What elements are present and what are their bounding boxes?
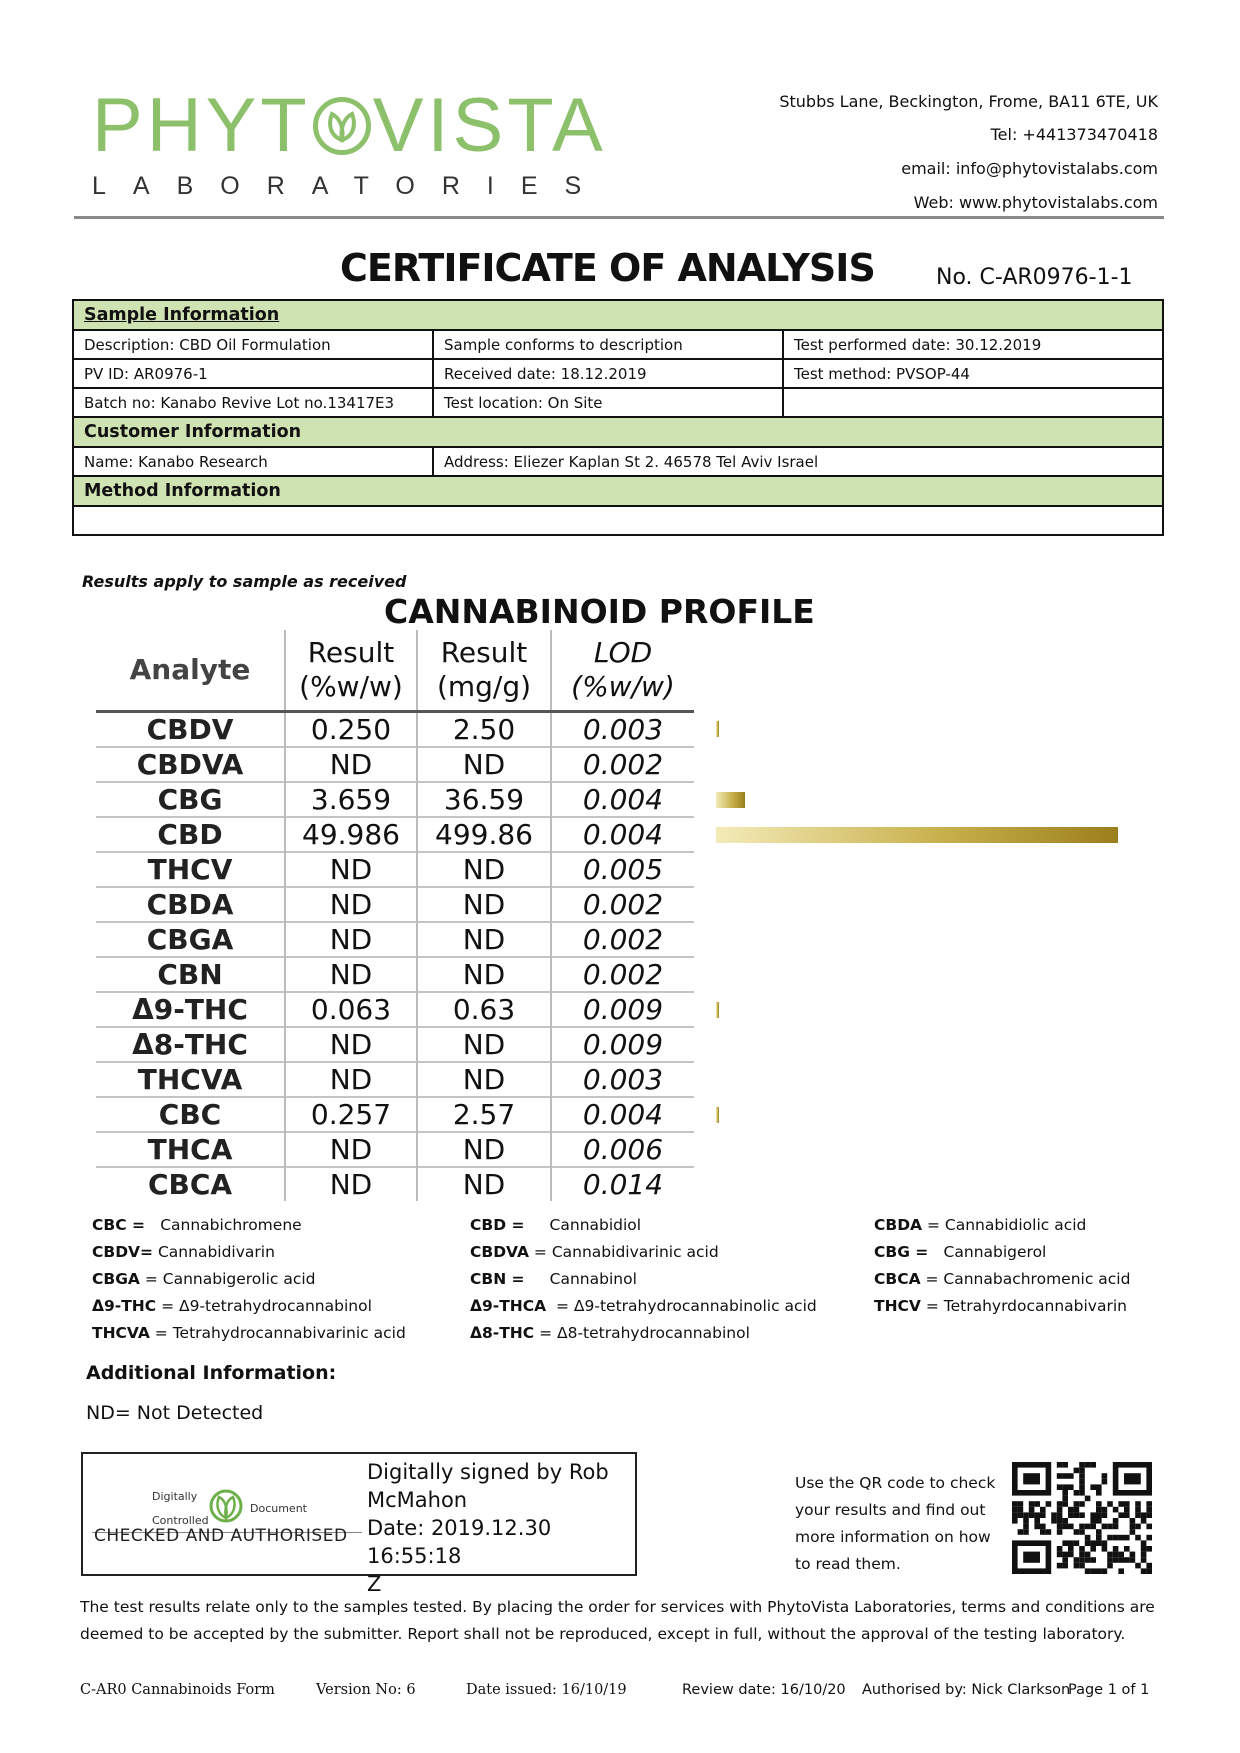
leaf-logo-icon <box>313 97 371 155</box>
pv-id: PV ID: AR0976-1 <box>73 359 433 388</box>
batch-no: Batch no: Kanabo Revive Lot no.13417E3 <box>73 388 433 417</box>
analyte-name: CBD <box>96 817 285 852</box>
profile-title: CANNABINOID PROFILE <box>384 592 815 631</box>
lod-value: 0.002 <box>551 887 694 922</box>
sample-info-table <box>72 299 1164 536</box>
test-date: Test performed date: 30.12.2019 <box>783 330 1163 359</box>
result-bar <box>716 1107 719 1123</box>
result-pct: ND <box>285 922 417 957</box>
lod-value: 0.002 <box>551 922 694 957</box>
abbreviation-item: Δ9-THC = Δ9-tetrahydrocannabinol <box>92 1297 372 1315</box>
result-pct: 0.257 <box>285 1097 417 1132</box>
analyte-name: CBDA <box>96 887 285 922</box>
method-info-heading: Method Information <box>73 476 1163 506</box>
lod-value: 0.003 <box>551 712 694 748</box>
result-mg: 499.86 <box>417 817 551 852</box>
result-mg: 2.57 <box>417 1097 551 1132</box>
table-row <box>96 992 694 1027</box>
date-issued: Date issued: 16/10/19 <box>466 1682 627 1698</box>
table-row <box>96 1167 694 1201</box>
table-row <box>96 782 694 817</box>
stamp-document: Document <box>250 1502 307 1515</box>
lod-value: 0.009 <box>551 992 694 1027</box>
logo-word-left: PHYT <box>92 83 311 168</box>
abbreviations-col-2 <box>470 1212 817 1347</box>
nd-note: ND= Not Detected <box>86 1402 264 1424</box>
result-pct: 0.250 <box>285 712 417 748</box>
customer-info-heading: Customer Information <box>73 417 1163 447</box>
lod-value: 0.009 <box>551 1027 694 1062</box>
result-bar <box>716 827 1118 843</box>
contact-web[interactable]: Web: www.phytovistalabs.com <box>913 193 1158 212</box>
cannabinoid-table <box>96 630 694 1201</box>
abbreviations-col-3 <box>874 1212 1130 1320</box>
lod-value: 0.004 <box>551 782 694 817</box>
page-title: CERTIFICATE OF ANALYSIS <box>340 246 875 290</box>
digital-signature: Digitally signed by Rob McMahon Date: 2019.12.30 16:55:18 Z <box>367 1460 609 1596</box>
header-analyte: Analyte <box>96 630 285 712</box>
test-method: Test method: PVSOP-44 <box>783 359 1163 388</box>
result-mg: ND <box>417 1132 551 1167</box>
page-number: Page 1 of 1 <box>1068 1682 1150 1698</box>
additional-info-heading: Additional Information: <box>86 1362 337 1384</box>
customer-address: Address: Eliezer Kaplan St 2. 46578 Tel Aviv Israel <box>433 447 1163 476</box>
results-note: Results apply to sample as received <box>82 572 407 591</box>
abbreviation-item: CBG = Cannabigerol <box>874 1243 1047 1261</box>
result-pct: ND <box>285 852 417 887</box>
result-pct: 3.659 <box>285 782 417 817</box>
header-lod: LOD (%w/w) <box>551 630 694 712</box>
logo-word-right: VISTA <box>372 83 607 168</box>
method-info-body <box>73 506 1163 535</box>
sample-description: Description: CBD Oil Formulation <box>73 330 433 359</box>
result-pct: ND <box>285 1027 417 1062</box>
result-mg: 0.63 <box>417 992 551 1027</box>
abbreviation-item: CBDA = Cannabidiolic acid <box>874 1216 1087 1234</box>
analyte-name: CBCA <box>96 1167 285 1201</box>
table-row <box>96 712 694 748</box>
form-version: Version No: 6 <box>316 1682 416 1698</box>
checked-authorised: CHECKED AND AUTHORISED <box>94 1526 348 1546</box>
abbreviation-item: CBCA = Cannabachromenic acid <box>874 1270 1131 1288</box>
analyte-name: THCV <box>96 852 285 887</box>
contact-tel: Tel: +441373470418 <box>990 125 1158 144</box>
result-mg: ND <box>417 747 551 782</box>
abbreviation-item: CBN = Cannabinol <box>470 1270 637 1288</box>
header-result-pct: Result (%w/w) <box>285 630 417 712</box>
customer-name: Name: Kanabo Research <box>73 447 433 476</box>
qr-code-icon[interactable] <box>1012 1462 1152 1574</box>
analyte-name: CBN <box>96 957 285 992</box>
abbreviation-item: CBD = Cannabidiol <box>470 1216 642 1234</box>
test-location: Test location: On Site <box>433 388 783 417</box>
received-date: Received date: 18.12.2019 <box>433 359 783 388</box>
authorised-by: Authorised by: Nick Clarkson <box>862 1682 1071 1698</box>
abbreviation-item: CBDV= Cannabidivarin <box>92 1243 275 1261</box>
sample-conforms: Sample conforms to description <box>433 330 783 359</box>
result-pct: ND <box>285 1062 417 1097</box>
result-mg: ND <box>417 922 551 957</box>
table-row <box>96 922 694 957</box>
qr-instructions: Use the QR code to check your results and find out more information on how to read them. <box>795 1474 996 1573</box>
result-mg: 2.50 <box>417 712 551 748</box>
lod-value: 0.014 <box>551 1167 694 1201</box>
contact-email[interactable]: email: info@phytovistalabs.com <box>901 159 1158 178</box>
lod-value: 0.004 <box>551 817 694 852</box>
analyte-name: THCVA <box>96 1062 285 1097</box>
result-bar <box>716 1002 719 1018</box>
terms-note: The test results relate only to the samples tested. By placing the order for services with PhytoVista Laboratories, terms and conditions are deemed to be accepted by the submitter. Report shall not be reproduced, except in full, without the approval of the testing laboratory. <box>80 1598 1155 1643</box>
abbreviation-item: THCV = Tetrahyrdocannabivarin <box>874 1297 1127 1315</box>
abbreviation-item: CBGA = Cannabigerolic acid <box>92 1270 316 1288</box>
company-logo <box>92 83 607 168</box>
abbreviations-col-1 <box>92 1212 406 1347</box>
table-row <box>96 1097 694 1132</box>
analyte-name: THCA <box>96 1132 285 1167</box>
header-divider <box>74 216 1164 219</box>
result-mg: ND <box>417 1062 551 1097</box>
form-name: C-AR0 Cannabinoids Form <box>80 1682 275 1698</box>
analyte-name: Δ8-THC <box>96 1027 285 1062</box>
lod-value: 0.002 <box>551 747 694 782</box>
result-pct: ND <box>285 1167 417 1201</box>
abbreviation-item: Δ9-THCA = Δ9-tetrahydrocannabinolic acid <box>470 1297 817 1315</box>
stamp-digitally: Digitally <box>152 1490 198 1503</box>
result-pct: 49.986 <box>285 817 417 852</box>
result-bar <box>716 721 719 737</box>
logo-subtitle: LABORATORIES <box>92 172 609 200</box>
contact-address: Stubbs Lane, Beckington, Frome, BA11 6TE, UK <box>779 92 1158 111</box>
result-mg: 36.59 <box>417 782 551 817</box>
table-row <box>96 747 694 782</box>
result-bar <box>716 792 745 808</box>
table-row <box>96 1132 694 1167</box>
result-pct: 0.063 <box>285 992 417 1027</box>
analyte-name: CBDVA <box>96 747 285 782</box>
table-row <box>96 887 694 922</box>
empty-cell <box>783 388 1163 417</box>
result-pct: ND <box>285 957 417 992</box>
analyte-name: CBC <box>96 1097 285 1132</box>
table-row <box>96 852 694 887</box>
result-mg: ND <box>417 887 551 922</box>
certificate-number: No. C-AR0976-1-1 <box>936 265 1133 290</box>
result-pct: ND <box>285 1132 417 1167</box>
document-controlled-icon <box>208 1488 244 1524</box>
analyte-name: CBGA <box>96 922 285 957</box>
table-row <box>96 1027 694 1062</box>
abbreviation-item: CBDVA = Cannabidivarinic acid <box>470 1243 719 1261</box>
result-mg: ND <box>417 1167 551 1201</box>
result-mg: ND <box>417 1027 551 1062</box>
abbreviation-item: CBC = Cannabichromene <box>92 1216 302 1234</box>
stamp-controlled: Controlled <box>152 1514 209 1527</box>
lod-value: 0.002 <box>551 957 694 992</box>
header-result-mg: Result (mg/g) <box>417 630 551 712</box>
table-row <box>96 817 694 852</box>
lod-value: 0.006 <box>551 1132 694 1167</box>
result-mg: ND <box>417 957 551 992</box>
abbreviation-item: Δ8-THC = Δ8-tetrahydrocannabinol <box>470 1324 750 1342</box>
sample-info-heading: Sample Information <box>73 300 1163 330</box>
analyte-name: Δ9-THC <box>96 992 285 1027</box>
review-date: Review date: 16/10/20 <box>682 1682 846 1698</box>
table-row <box>96 957 694 992</box>
table-row <box>96 1062 694 1097</box>
result-pct: ND <box>285 747 417 782</box>
analyte-name: CBDV <box>96 712 285 748</box>
lod-value: 0.004 <box>551 1097 694 1132</box>
lod-value: 0.003 <box>551 1062 694 1097</box>
result-mg: ND <box>417 852 551 887</box>
lod-value: 0.005 <box>551 852 694 887</box>
result-pct: ND <box>285 887 417 922</box>
analyte-name: CBG <box>96 782 285 817</box>
abbreviation-item: THCVA = Tetrahydrocannabivarinic acid <box>92 1324 406 1342</box>
